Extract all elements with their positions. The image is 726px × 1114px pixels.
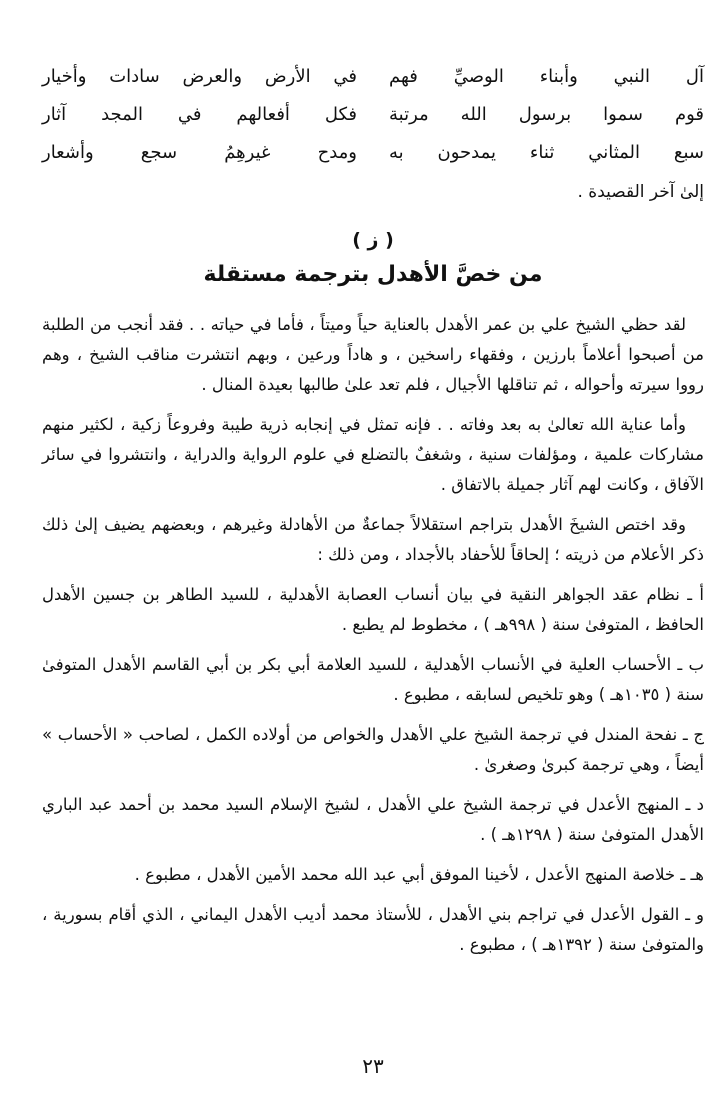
list-item: ب ـ الأحساب العلية في الأنساب الأهدلية ، للسيد العلامة أبي بكر بن أبي القاسم الأهدل المتوفىٰ سنة ( ١٠٣٥هـ ) وهو تلخيص لسابقه ، مطبوع . [42, 655, 704, 704]
page-number: ٢٣ [362, 1054, 384, 1078]
document-page [42, 0, 704, 1114]
poem-verse [42, 58, 704, 96]
verse-second-hemistich: فكل أفعالهم في المجد آثار [42, 104, 357, 125]
paragraph: لقد حظي الشيخ علي بن عمر الأهدل بالعناية حياً وميتاً ، فأما في حياته . . فقد أنجب من الطلبة من أصبحوا أعلاماً بارزين ، وفقهاء راسخين ، و هاداً ورعين ، وبهم انتشرت مناقب الشيخ ، وهم رووا سيرته وأحواله ، ثم تناقلها الأجيال ، فلم تعد علىٰ طالبها بعيدة المنال . [42, 315, 704, 394]
section-number: ( ز ) [352, 229, 394, 251]
verse-second-hemistich: ومدح غيرهِمُ سجع وأشعار [42, 142, 357, 163]
poem-closing-note: إلىٰ آخر القصيدة . [577, 182, 704, 202]
paragraph: وقد اختص الشيخَ الأهدل بتراجم استقلالاً جماعةٌ من الأهادلة وغيرهم ، وبعضهم يضيف إلىٰ ذلك ذكر الأعلام من ذريته ؛ إلحاقاً للأحفاد بالأجداد ، ومن ذلك : [42, 515, 704, 564]
poem-verse [42, 134, 704, 172]
verse-first-hemistich: سبع المثاني ثناء يمدحون به [389, 142, 704, 163]
body-text [42, 310, 704, 960]
paragraph: وأما عناية الله تعالىٰ به بعد وفاته . . فإنه تمثل في إنجابه ذرية طيبة وفروعاً زكية ، لكثير منهم مشاركات علمية ، ومؤلفات سنية ، وشغفٌ بالتضلع في علوم الرواية والدراية ، وانتشروا في سائر الآفاق ، وكانت لهم آثار جميلة بالاتفاق . [42, 415, 704, 494]
verse-first-hemistich: قوم سموا برسول الله مرتبة [389, 104, 704, 125]
list-item: و ـ القول الأعدل في تراجم بني الأهدل ، للأستاذ محمد أديب الأهدل اليماني ، الذي أقام بسورية ، والمتوفىٰ سنة ( ١٣٩٢هـ ) ، مطبوع . [42, 905, 704, 954]
list-item: هـ ـ خلاصة المنهج الأعدل ، لأخينا الموفق أبي عبد الله محمد الأمين الأهدل ، مطبوع . [134, 865, 704, 884]
verse-second-hemistich: في الأرض والعرض سادات وأخيار [42, 66, 357, 87]
list-item: د ـ المنهج الأعدل في ترجمة الشيخ علي الأهدل ، لشيخ الإسلام السيد محمد بن أحمد عبد الباري الأهدل المتوفىٰ سنة ( ١٢٩٨هـ ) . [42, 795, 704, 844]
section-title: من خصَّ الأهدل بترجمة مستقلة [203, 262, 543, 287]
list-item: ج ـ نفحة المندل في ترجمة الشيخ علي الأهدل والخواص من أولاده الكمل ، لصاحب « الأحساب » أيضاً ، وهي ترجمة كبرىٰ وصغرىٰ . [42, 725, 704, 774]
poem [42, 58, 704, 172]
verse-first-hemistich: آل النبي وأبناء الوصيِّ فهم [389, 66, 704, 87]
poem-verse [42, 96, 704, 134]
list-item: أ ـ نظام عقد الجواهر النقية في بيان أنساب العصابة الأهدلية ، للسيد الطاهر بن جسين الأهدل الحافظ ، المتوفىٰ سنة ( ٩٩٨هـ ) ، مخطوط لم يطبع . [42, 585, 704, 634]
